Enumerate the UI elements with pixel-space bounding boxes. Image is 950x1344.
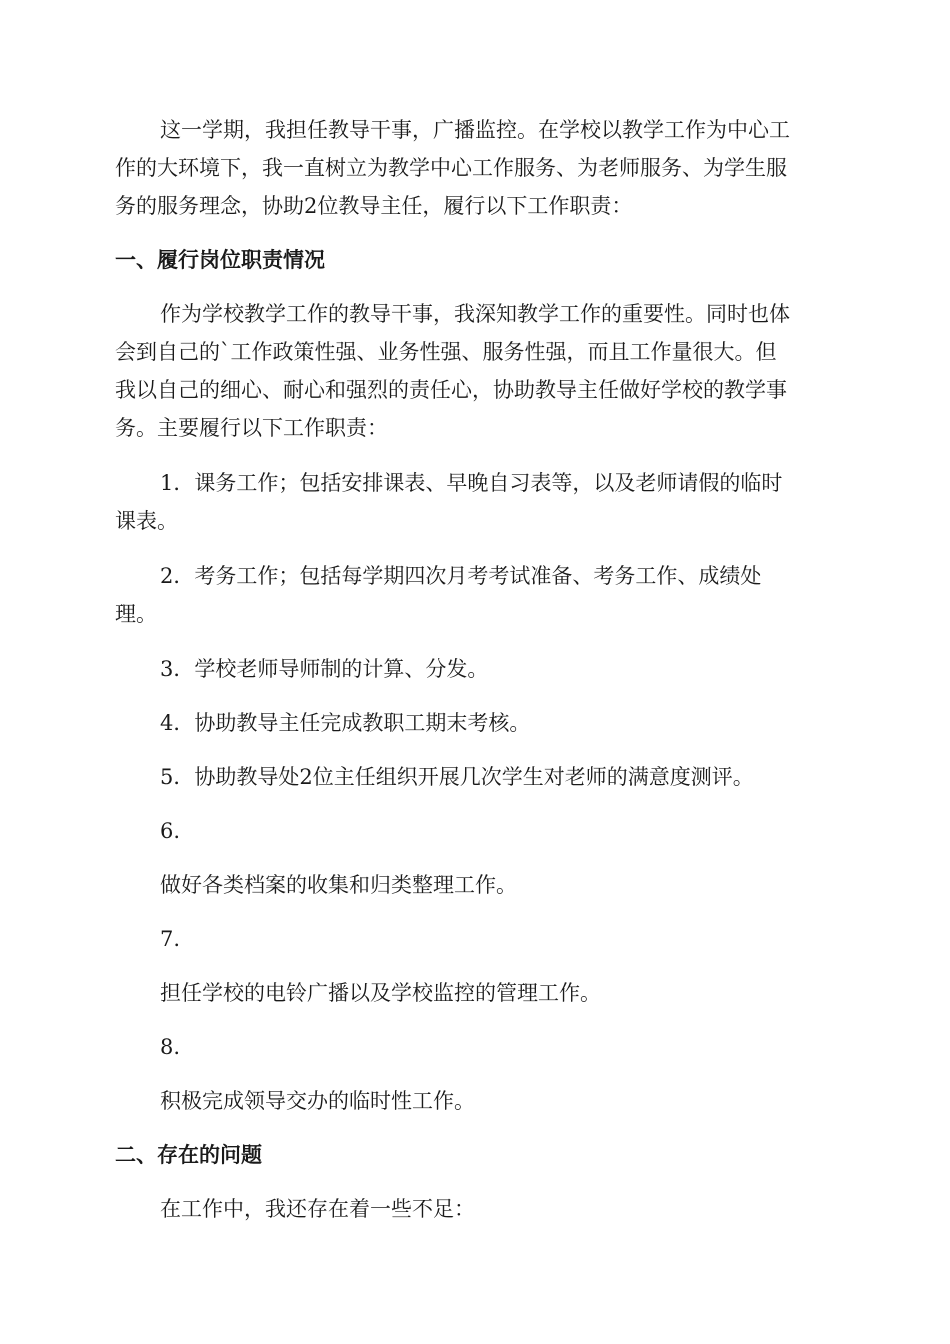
list-item-7-number: 7. — [160, 927, 181, 951]
intro-line-1: 这一学期，我担任教导干事，广播监控。在学校以教学工作为中心工 — [160, 118, 790, 142]
list-item-1-line-2: 课表。 — [115, 509, 178, 533]
section2-para: 在工作中，我还存在着一些不足： — [160, 1197, 475, 1221]
section1-para-line-2: 会到自己的`工作政策性强、业务性强、服务性强，而且工作量很大。但 — [115, 340, 777, 364]
section-heading-2: 二、存在的问题 — [115, 1143, 262, 1167]
list-item-8-text: 积极完成领导交办的临时性工作。 — [160, 1089, 475, 1113]
section1-para-line-4: 务。主要履行以下工作职责： — [115, 416, 388, 440]
list-item-4: 4．协助教导主任完成教职工期末考核。 — [160, 711, 531, 735]
section1-para-line-3: 我以自己的细心、耐心和强烈的责任心，协助教导主任做好学校的教学事 — [115, 378, 787, 402]
section1-para-line-1: 作为学校教学工作的教导干事，我深知教学工作的重要性。同时也体 — [160, 302, 790, 326]
list-item-2-line-1: 2．考务工作；包括每学期四次月考考试准备、考务工作、成绩处 — [160, 564, 762, 588]
list-item-2-line-2: 理。 — [115, 602, 157, 626]
list-item-8-number: 8. — [160, 1035, 181, 1059]
section-heading-1: 一、履行岗位职责情况 — [115, 248, 325, 272]
intro-line-3: 务的服务理念，协助2位教导主任，履行以下工作职责： — [115, 194, 633, 218]
list-item-5: 5．协助教导处2位主任组织开展几次学生对老师的满意度测评。 — [160, 765, 754, 789]
list-item-1-line-1: 1．课务工作；包括安排课表、早晚自习表等，以及老师请假的临时 — [160, 471, 783, 495]
list-item-6-text: 做好各类档案的收集和归类整理工作。 — [160, 873, 517, 897]
list-item-6-number: 6. — [160, 819, 181, 843]
list-item-3: 3．学校老师导师制的计算、分发。 — [160, 657, 489, 681]
list-item-7-text: 担任学校的电铃广播以及学校监控的管理工作。 — [160, 981, 601, 1005]
intro-line-2: 作的大环境下，我一直树立为教学中心工作服务、为老师服务、为学生服 — [115, 156, 787, 180]
